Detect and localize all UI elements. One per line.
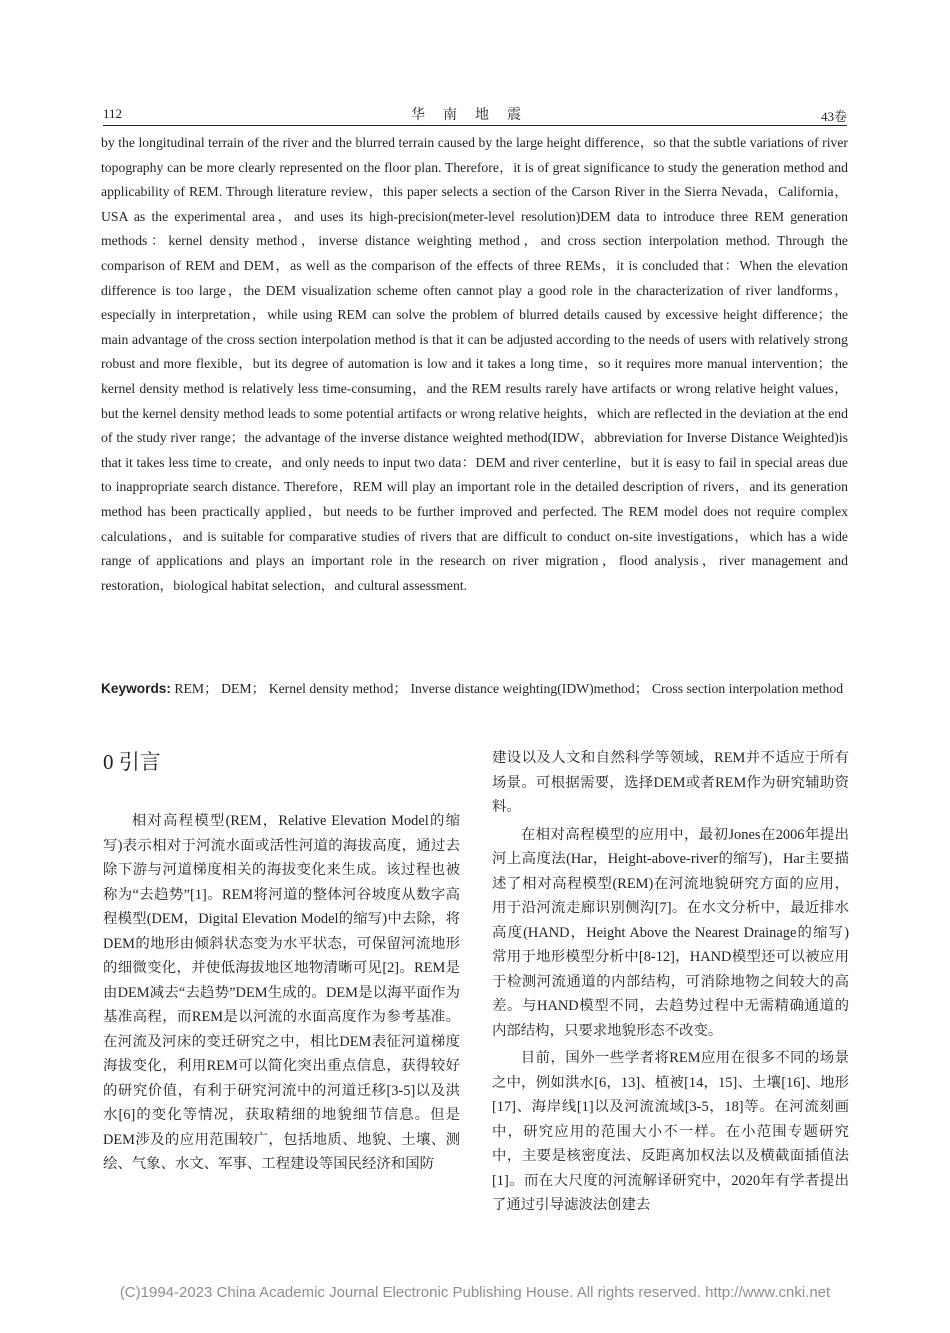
- left-paragraph-1: 相对高程模型(REM，Relative Elevation Model的缩写)表示相对于河流水面或活性河道的海拔高度，通过去除下游与河道梯度相关的海拔变化来生成。该过程也被称为“去趋势”[1]。REM将河道的整体河谷坡度从数字高程模型(DEM，Digital Elevation Model的缩写)中去除，将DEM的地形由倾斜状态变为水平状态，可保留河流地形的细微变化，并使低海拔地区地物清晰可见[2]。REM是由DEM减去“去趋势”DEM生成的。DEM是以海平面作为基准高程，而REM是以河流的水面高度作为参考基准。在河流及河床的变迁研究之中，相比DEM表征河道梯度海拔变化，利用REM可以简化突出重点信息，获得较好的研究价值，有利于研究河流中的河道迁移[3-5]以及洪水[6]的变化等情况，获取精细的地貌细节信息。但是DEM涉及的应用范围较广，包括地质、地貌、土壤、测绘、气象、水文、军事、工程建设等国民经济和国防: [103, 813, 460, 1172]
- section-title: 0 引言: [103, 750, 161, 774]
- right-paragraph-1: 建设以及人文和自然科学等领域，REM并不适应于所有场景。可根据需要，选择DEM或者REM作为研究辅助资料。: [492, 750, 849, 815]
- copyright-footer: (C)1994-2023 China Academic Journal Electronic Publishing House. All rights reserved. http://www.cnki.net: [119, 1284, 831, 1301]
- keywords: [101, 677, 848, 702]
- volume-label: 43卷: [820, 109, 847, 124]
- header-rule: [103, 125, 847, 126]
- left-column: [103, 747, 460, 1177]
- page-number: 112: [103, 106, 123, 121]
- keywords-text: REM； DEM； Kernel density method； Inverse distance weighting(IDW)method； Cross section interpolation method: [174, 681, 844, 696]
- journal-title: 华南地震: [411, 108, 539, 123]
- right-paragraph-2: 在相对高程模型的应用中，最初Jones在2006年提出河上高度法(Har，Height-above-river的缩写)，Har主要描述了相对高程模型(REM)在河流地貌研究方面的应用，用于沿河流走廊识别侧沟[7]。在水文分析中，最近排水高度(HAND，Height Above the Nearest Drainage的缩写)常用于地形模型分析中[8-12]，HAND模型还可以被应用于检测河流通道的内部结构，可消除地物之间较大的高差。与HAND模型不同，去趋势过程中无需精确通道的内部结构，只要求地貌形态不改变。: [492, 826, 849, 1039]
- right-column: [492, 746, 849, 1218]
- running-header: [103, 104, 847, 126]
- keywords-label: Keywords:: [101, 681, 171, 696]
- abstract-text: by the longitudinal terrain of the river and the blurred terrain caused by the large height difference，so that the subtle variations of river topography can be more clearly represented on the floor plan. Therefore，it is of great significance to study the generation method and applicability of REM. Through literature review，this paper selects a section of the Carson River in the Sierra Nevada，California，USA as the experimental area，and uses its high-precision(meter-level resolution)DEM data to introduce three REM generation methods：kernel density method，inverse distance weighting method，and cross section interpolation method. Through the comparison of REM and DEM，as well as the comparison of the effects of three REMs，it is concluded that：When the elevation difference is too large，the DEM visualization scheme often cannot play a good role in the characterization of river landforms，especially in interpretation，while using REM can solve the problem of blurred details caused by excessive height difference；the main advantage of the cross section interpolation method is that it can be adjusted according to the needs of users with relatively strong robust and more flexible，but its degree of automation is low and it takes a long time，so it requires more manual intervention；the kernel density method is relatively less time-consuming，and the REM results rarely have artifacts or wrong relative height values，but the kernel density method leads to some potential artifacts or wrong relative heights，which are reflected in the deviation at the end of the study river range；the advantage of the inverse distance weighted method(IDW，abbreviation for Inverse Distance Weighted)is that it takes less time to create，and only needs to input two data：DEM and river centerline，but it is easy to fail in special areas due to inappropriate search distance. Therefore，REM will play an important role in the detailed description of rivers，and its generation method has been practically applied，but needs to be further improved and perfected. The REM model does not require complex calculations，and is suitable for comparative studies of rivers that are difficult to conduct on-site investigations，which has a wide range of applications and plays an important role in the research on river migration，flood analysis，river management and restoration，biological habitat selection，and cultural assessment.: [101, 135, 848, 593]
- right-paragraph-3: 目前，国外一些学者将REM应用在很多不同的场景之中，例如洪水[6，13]、植被[14，15]、土壤[16]、地形[17]、海岸线[1]以及河流流域[3-5，18]等。在河流刻画中，研究应用的范围大小不一样。在小范围专题研究中，主要是核密度法、反距离加权法以及横截面插值法[1]。而在大尺度的河流解译研究中，2020年有学者提出了通过引导滤波法创建去: [492, 1050, 849, 1213]
